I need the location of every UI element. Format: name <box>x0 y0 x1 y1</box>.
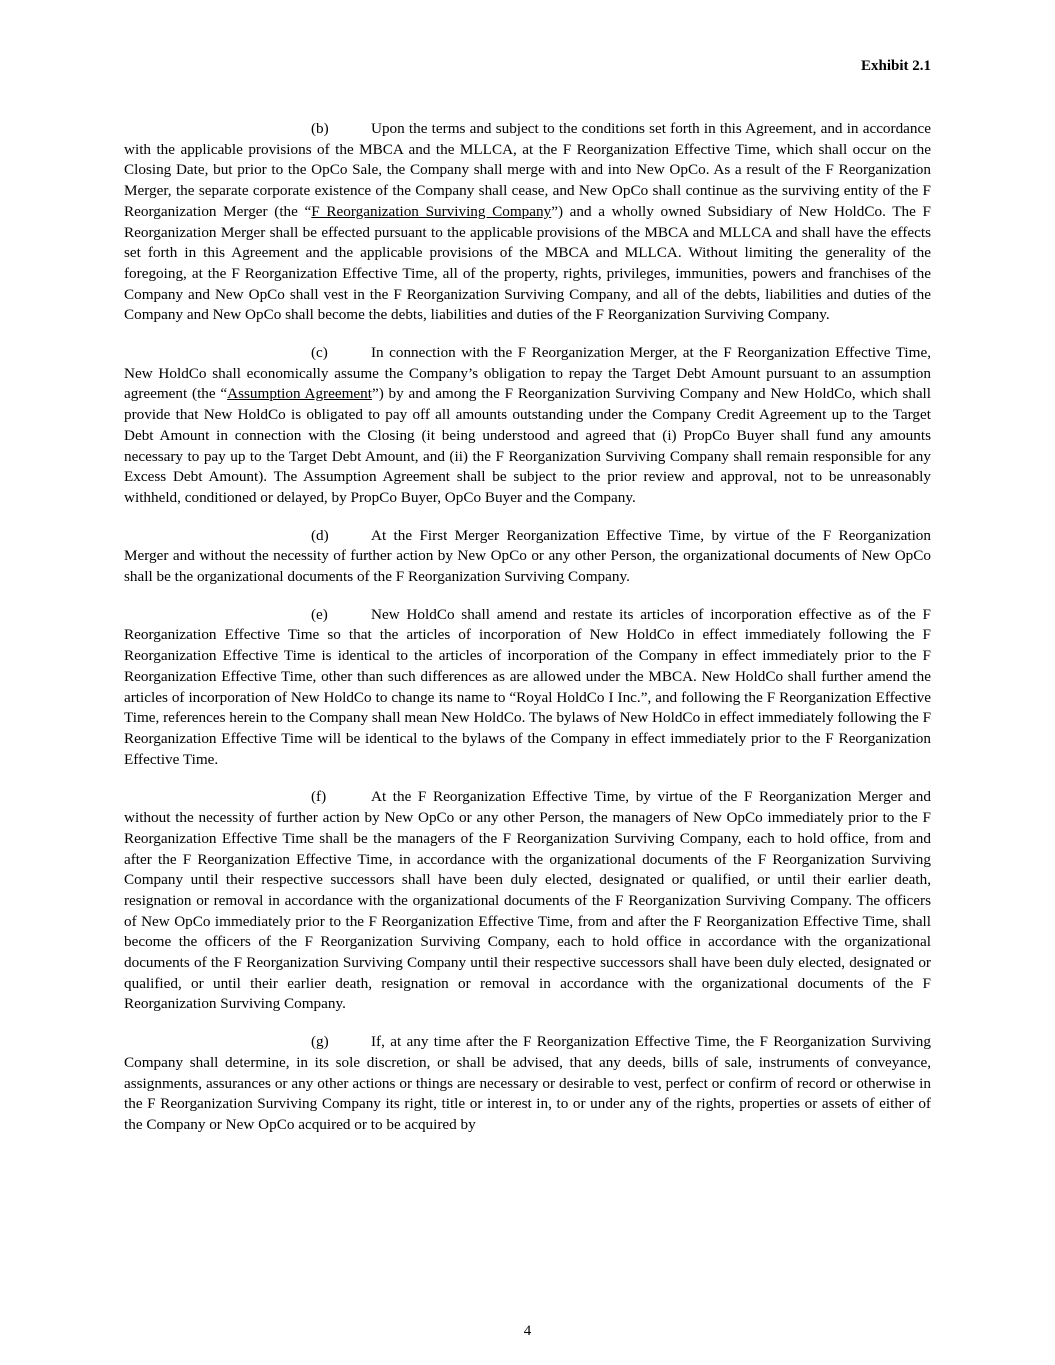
paragraph-text: ”) and a wholly owned Subsidiary of New HoldCo. The F Reorganization Merger shall be effected pursuant to the applicable provisions of the MBCA and MLLCA and shall have the effects set forth in this Agreement and the applicable provisions of the MBCA and MLLCA. Without limiting the generality of the foregoing, at the F Reorganization Effective Time, all of the property, rights, privileges, immunities, powers and franchises of the Company and New OpCo shall vest in the F Reorganization Surviving Company, and all of the debts, liabilities and duties of the Company and New OpCo shall become the debts, liabilities and duties of the F Reorganization Surviving Company. <box>124 202 931 324</box>
paragraph-text: Upon the terms and subject to the conditions set forth in this Agreement, and in accordance with the applicable provisions of the MBCA and the MLLCA, at the F Reorganization Effective Time, which shall occur on the Closing Date, but prior to the OpCo Sale, the Company shall merge with and into New OpCo. As a result of the F Reorganization Merger, the separate corporate existence of the Company shall cease, and New OpCo shall continue as the surviving entity of the F Reorganization Merger (the “ <box>124 120 931 220</box>
paragraph-text: ”) by and among the F Reorganization Surviving Company and New HoldCo, which shall provide that New HoldCo is obligated to pay off all amounts outstanding under the Company Credit Agreement up to the Target Debt Amount in connection with the Closing (it being understood and agreed that (i) PropCo Buyer shall fund any amounts necessary to pay up to the Target Debt Amount, and (ii) the F Reorganization Surviving Company shall remain responsible for any Excess Debt Amount). The Assumption Agreement shall be subject to the prior review and approval, not to be unreasonably withheld, conditioned or delayed, by PropCo Buyer, OpCo Buyer and the Company. <box>124 385 931 506</box>
paragraph-text: In connection with the F Reorganization Merger, at the F Reorganization Effective Time, New HoldCo shall economically assume the Company’s obligation to repay the Target Debt Amount pursuant to an assumption agreement (the “ <box>124 344 931 403</box>
paragraph-text: At the F Reorganization Effective Time, by virtue of the F Reorganization Merger and without the necessity of further action by New OpCo or any other Person, the managers of New OpCo immediately prior to the F Reorganization Effective Time shall be the managers of the F Reorganization Surviving Company, each to hold office, from and after the F Reorganization Effective Time, in accordance with the organizational documents of the F Reorganization Surviving Company until their respective successors shall have been duly elected, designated or qualified, or until their earlier death, resignation or removal in accordance with the organizational documents of the F Reorganization Surviving Company. The officers of New OpCo immediately prior to the F Reorganization Effective Time, from and after the F Reorganization Effective Time, shall become the officers of the F Reorganization Surviving Company, each to hold office in accordance with the organizational documents of the F Reorganization Surviving Company until their respective successors shall have been duly elected, designated or qualified, or until their earlier death, resignation or removal in accordance with the organizational documents of the F Reorganization Surviving Company. <box>124 788 931 1013</box>
exhibit-label: Exhibit 2.1 <box>860 58 931 74</box>
paragraph-g <box>124 1032 931 1136</box>
paragraph-label: (b) <box>311 120 329 137</box>
paragraph-d <box>124 526 931 588</box>
paragraph-text: New HoldCo shall amend and restate its articles of incorporation effective as of the F Reorganization Effective Time so that the articles of incorporation of New HoldCo in effect immediately following the F Reorganization Effective Time is identical to the articles of incorporation of the Company in effect immediately prior to the F Reorganization Effective Time, other than such differences as are allowed under the MBCA. New HoldCo shall further amend the articles of incorporation of New HoldCo to change its name to “Royal HoldCo I Inc.”, and following the F Reorganization Effective Time, references herein to the Company shall mean New HoldCo. The bylaws of New HoldCo in effect immediately following the F Reorganization Effective Time will be identical to the bylaws of the Company in effect immediately prior to the F Reorganization Effective Time. <box>124 605 932 768</box>
paragraph-f <box>124 787 931 1015</box>
paragraph-label: (e) <box>311 605 328 623</box>
paragraph-label: (c) <box>311 344 328 362</box>
document-body <box>124 119 931 1153</box>
paragraph-text: If, at any time after the F Reorganization Effective Time, the F Reorganization Surviving Company shall determine, in its sole discretion, or shall be advised, that any deeds, bills of sale, instruments of conveyance, assignments, assurances or any other actions or things are necessary or desirable to vest, perfect or confirm of record or otherwise in the F Reorganization Surviving Company its right, title or interest in, to or under any of the rights, properties or assets of either of the Company or New OpCo acquired or to be acquired by <box>124 1033 931 1133</box>
paragraph-b <box>124 119 931 326</box>
paragraph-label: (d) <box>311 526 329 544</box>
page-number: 4 <box>523 1323 532 1339</box>
paragraph-label: (f) <box>311 788 327 806</box>
paragraph-text: At the First Merger Reorganization Effective Time, by virtue of the F Reorganization Merger and without the necessity of further action by New OpCo or any other Person, the organizational documents of New OpCo shall be the organizational documents of the F Reorganization Surviving Company. <box>124 526 931 586</box>
defined-term: F Reorganization Surviving Company <box>311 202 552 220</box>
paragraph-label: (g) <box>311 1033 329 1051</box>
defined-term: Assumption Agreement <box>227 385 372 403</box>
paragraph-c <box>124 343 931 509</box>
paragraph-e <box>124 605 931 771</box>
